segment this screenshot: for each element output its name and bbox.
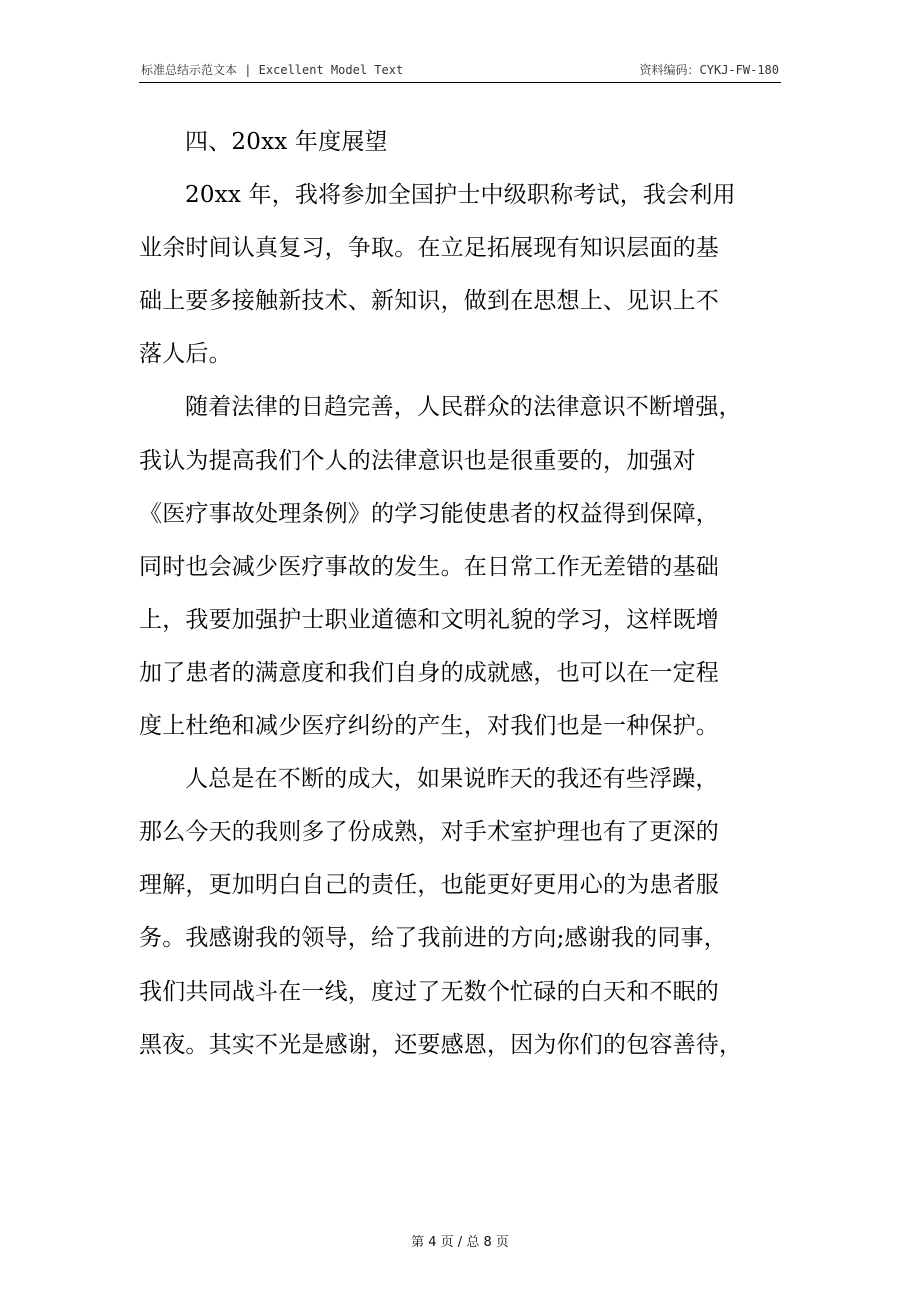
paragraph-line: 理解，更加明白自己的责任，也能更好更用心的为患者服 bbox=[139, 872, 719, 899]
page-number: 第 4 页 / 总 8 页 bbox=[411, 1235, 509, 1250]
paragraph-line: 《医疗事故处理条例》的学习能使患者的权益得到保障， bbox=[139, 500, 719, 527]
document-body bbox=[139, 119, 781, 1075]
paragraph-line: 度上杜绝和减少医疗纠纷的产生，对我们也是一种保护。 bbox=[139, 713, 719, 740]
paragraph-line: 我们共同战斗在一线，度过了无数个忙碌的白天和不眠的 bbox=[139, 978, 719, 1005]
header-title: 标准总结示范文本 | Excellent Model Text bbox=[141, 63, 404, 77]
paragraph-line: 人总是在不断的成大，如果说昨天的我还有些浮躁， bbox=[185, 766, 719, 793]
paragraph-line: 那么今天的我则多了份成熟，对手术室护理也有了更深的 bbox=[139, 819, 719, 846]
paragraph-line: 落人后。 bbox=[139, 341, 232, 368]
paragraph-line: 我认为提高我们个人的法律意识也是很重要的，加强对 bbox=[139, 447, 696, 474]
header-doc-code: 资料编码：CYKJ-FW-180 bbox=[639, 63, 779, 77]
paragraph-line: 上，我要加强护士职业道德和文明礼貌的学习，这样既增 bbox=[139, 606, 719, 633]
page-header bbox=[139, 60, 781, 83]
paragraph-line: 务。我感谢我的领导，给了我前进的方向;感谢我的同事， bbox=[139, 925, 727, 952]
paragraph-line: 础上要多接触新技术、新知识，做到在思想上、见识上不 bbox=[139, 288, 719, 315]
paragraph-line: 20xx 年，我将参加全国护士中级职称考试，我会利用 bbox=[185, 182, 736, 209]
paragraph-line: 随着法律的日趋完善，人民群众的法律意识不断增强， bbox=[185, 394, 742, 421]
paragraph-line: 加了患者的满意度和我们自身的成就感，也可以在一定程 bbox=[139, 659, 719, 686]
section-heading: 四、20xx 年度展望 bbox=[185, 129, 388, 155]
paragraph-line: 黑夜。其实不光是感谢，还要感恩，因为你们的包容善待， bbox=[139, 1031, 743, 1058]
paragraph-line: 同时也会减少医疗事故的发生。在日常工作无差错的基础 bbox=[139, 553, 719, 580]
paragraph-line: 业余时间认真复习，争取。在立足拓展现有知识层面的基 bbox=[139, 235, 719, 262]
page-footer bbox=[0, 1233, 920, 1253]
